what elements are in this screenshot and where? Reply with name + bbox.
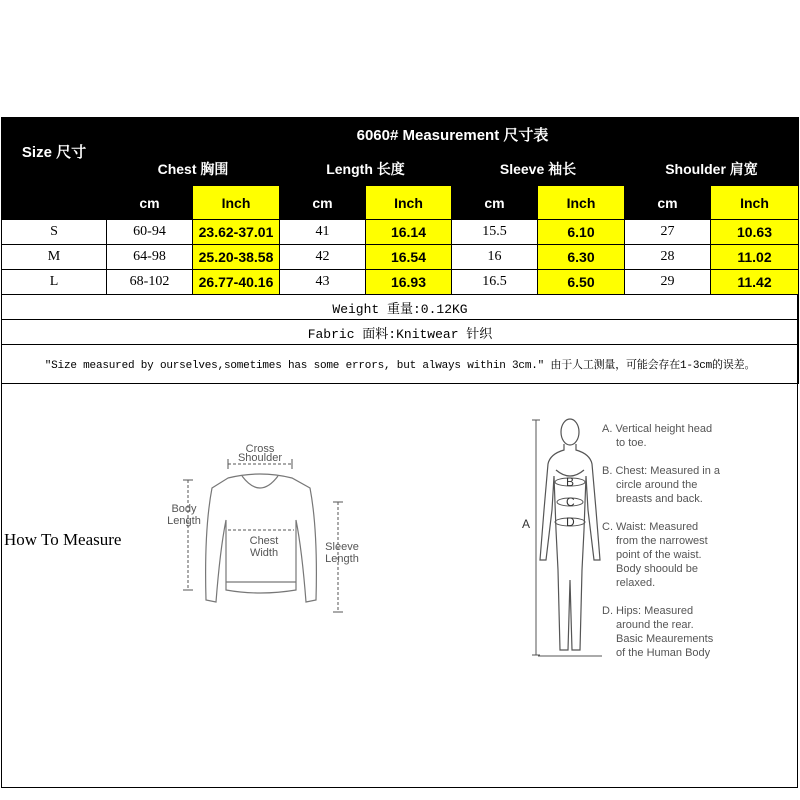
sleeve-inch-cell: 6.10 bbox=[538, 220, 625, 245]
length-inch-cell: 16.14 bbox=[366, 220, 452, 245]
note-line: breasts and back. bbox=[616, 493, 703, 505]
unit-inch: Inch bbox=[538, 186, 625, 220]
garment-diagram bbox=[160, 440, 380, 620]
length-inch-cell: 16.93 bbox=[366, 270, 452, 295]
chest-cm-cell: 64-98 bbox=[107, 245, 193, 270]
shoulder-cm-cell: 28 bbox=[625, 245, 711, 270]
note-line: to toe. bbox=[616, 437, 647, 449]
note-line: point of the waist. bbox=[616, 549, 702, 561]
shoulder-inch-cell: 10.63 bbox=[711, 220, 799, 245]
chest-label: Chest bbox=[249, 535, 279, 547]
chest-width-label: Width bbox=[249, 547, 279, 559]
unit-cm: cm bbox=[625, 186, 711, 220]
size-header: Size 尺寸 bbox=[2, 118, 107, 186]
table-row bbox=[2, 270, 799, 295]
note-line: around the rear. bbox=[616, 619, 694, 631]
chest-inch-cell: 25.20-38.58 bbox=[193, 245, 280, 270]
size-table bbox=[1, 117, 799, 384]
sleeve-cm-cell: 16.5 bbox=[452, 270, 538, 295]
shoulder-label: Shoulder bbox=[237, 452, 283, 464]
note-line: of the Human Body bbox=[616, 647, 711, 659]
note-line: relaxed. bbox=[616, 577, 656, 589]
shoulder-inch-cell: 11.02 bbox=[711, 245, 799, 270]
shoulder-cm-cell: 27 bbox=[625, 220, 711, 245]
note-line: D. Hips: Measured bbox=[602, 605, 694, 617]
length-cm-cell: 41 bbox=[280, 220, 366, 245]
unit-inch: Inch bbox=[711, 186, 799, 220]
note-line: Body shoould be bbox=[616, 563, 698, 575]
unit-cm: cm bbox=[280, 186, 366, 220]
sleeve-inch-cell: 6.30 bbox=[538, 245, 625, 270]
weight-row: Weight 重量:0.12KG bbox=[2, 295, 799, 320]
size-cell: S bbox=[2, 220, 107, 245]
note-line: B. Chest: Measured in a bbox=[602, 465, 721, 477]
size-cell: M bbox=[2, 245, 107, 270]
unit-inch: Inch bbox=[366, 186, 452, 220]
length-inch-cell: 16.54 bbox=[366, 245, 452, 270]
note-line: from the narrowest bbox=[616, 535, 708, 547]
how-to-measure-label: How To Measure bbox=[4, 530, 122, 549]
note-line: C. Waist: Measured bbox=[602, 521, 699, 533]
chest-cm-cell: 68-102 bbox=[107, 270, 193, 295]
note-line: circle around the bbox=[616, 479, 698, 491]
body-length-label: Length bbox=[167, 515, 201, 527]
fabric-row: Fabric 面料:Knitwear 针织 bbox=[2, 320, 799, 345]
shoulder-cm-cell: 29 bbox=[625, 270, 711, 295]
body-label: Body bbox=[171, 503, 197, 515]
body-notes bbox=[600, 420, 796, 665]
cross-label: Cross bbox=[245, 443, 275, 455]
group-chest: Chest 胸围 bbox=[107, 152, 280, 186]
note-line: A. Vertical height head bbox=[602, 423, 713, 435]
chest-inch-cell: 26.77-40.16 bbox=[193, 270, 280, 295]
measurement-note: "Size measured by ourselves,sometimes has some errors, but always within 3cm." 由于人工测量，可能会存在1-3cm的误差。 bbox=[2, 345, 799, 384]
chest-cm-cell: 60-94 bbox=[107, 220, 193, 245]
shoulder-inch-cell: 11.42 bbox=[711, 270, 799, 295]
unit-cm: cm bbox=[452, 186, 538, 220]
group-length: Length 长度 bbox=[280, 152, 452, 186]
sleeve-label: Sleeve bbox=[325, 541, 359, 553]
label-b: B bbox=[566, 475, 575, 489]
group-shoulder: Shoulder 肩宽 bbox=[625, 152, 799, 186]
label-c: C bbox=[566, 495, 575, 509]
sleeve-cm-cell: 15.5 bbox=[452, 220, 538, 245]
table-row bbox=[2, 245, 799, 270]
size-cell: L bbox=[2, 270, 107, 295]
length-cm-cell: 43 bbox=[280, 270, 366, 295]
sleeve-length-label: Length bbox=[325, 553, 359, 565]
sweater-neckline bbox=[242, 476, 278, 488]
table-row bbox=[2, 220, 799, 245]
sleeve-inch-cell: 6.50 bbox=[538, 270, 625, 295]
head-outline bbox=[561, 419, 579, 445]
unit-spacer bbox=[2, 186, 107, 220]
length-cm-cell: 42 bbox=[280, 245, 366, 270]
note-line: Basic Meaurements bbox=[616, 633, 714, 645]
chest-inch-cell: 23.62-37.01 bbox=[193, 220, 280, 245]
unit-inch: Inch bbox=[193, 186, 280, 220]
table-title: 6060# Measurement 尺寸表 bbox=[107, 118, 799, 152]
label-a: A bbox=[522, 517, 531, 531]
sleeve-cm-cell: 16 bbox=[452, 245, 538, 270]
label-d: D bbox=[566, 515, 575, 529]
group-sleeve: Sleeve 袖长 bbox=[452, 152, 625, 186]
unit-cm: cm bbox=[107, 186, 193, 220]
